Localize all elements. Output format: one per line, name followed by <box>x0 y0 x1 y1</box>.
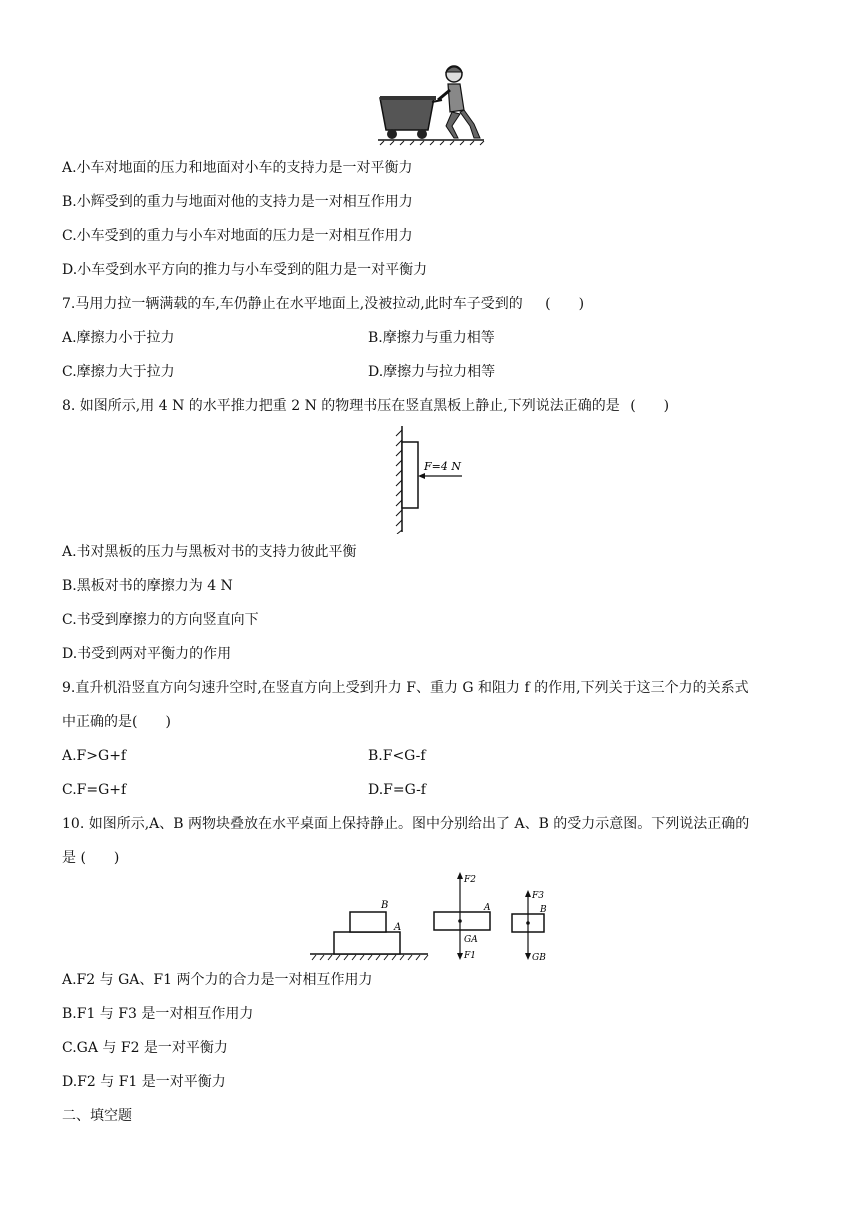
q6-option-d: D.小车受到水平方向的推力与小车受到的阻力是一对平衡力 <box>62 262 428 278</box>
q7-option-a: A.摩擦力小于拉力 <box>62 330 175 346</box>
q9-stem-line2: 中正确的是( ) <box>62 714 171 730</box>
q10-option-d: D.F2 与 F1 是一对平衡力 <box>62 1074 226 1090</box>
q8-option-a: A.书对黑板的压力与黑板对书的支持力彼此平衡 <box>62 544 357 560</box>
q10-option-c: C.GA 与 F2 是一对平衡力 <box>62 1040 228 1056</box>
book-board-figure <box>392 424 472 534</box>
cart-worker-figure <box>376 62 488 146</box>
q8-stem-text: 8. 如图所示,用 4 N 的水平推力把重 2 N 的物理书压在竖直黑板上静止,下列说法正确的是 <box>62 398 620 414</box>
label-a: A <box>394 922 402 933</box>
q8-blank: ( ) <box>630 398 670 414</box>
q10-option-b: B.F1 与 F3 是一对相互作用力 <box>62 1006 254 1022</box>
q7-option-b: B.摩擦力与重力相等 <box>368 330 495 346</box>
q8-option-c: C.书受到摩擦力的方向竖直向下 <box>62 612 259 628</box>
force-label: F=4 N <box>424 460 461 473</box>
label-ga: GA <box>464 935 478 945</box>
label-b-force: B <box>540 905 547 915</box>
q9-option-c: C.F=G+f <box>62 782 127 798</box>
q6-option-a: A.小车对地面的压力和地面对小车的支持力是一对平衡力 <box>62 160 413 176</box>
label-b: B <box>381 900 389 911</box>
q7-stem-text: 7.马用力拉一辆满载的车,车仍静止在水平地面上,没被拉动,此时车子受到的 <box>62 296 523 312</box>
q9-stem-line1: 9.直升机沿竖直方向匀速升空时,在竖直方向上受到升力 F、重力 G 和阻力 f 的作用,下列关于这三个力的关系式 <box>62 680 749 696</box>
q9-option-a: A.F>G+f <box>62 748 127 764</box>
label-f3: F3 <box>532 891 544 901</box>
q7-blank: ( ) <box>545 296 585 312</box>
q10-stem-line1: 10. 如图所示,A、B 两物块叠放在水平桌面上保持静止。图中分别给出了 A、B 的受力示意图。下列说法正确的 <box>62 816 750 832</box>
q8-option-d: D.书受到两对平衡力的作用 <box>62 646 232 662</box>
label-gb: GB <box>532 953 546 963</box>
q10-stem-line2: 是 ( ) <box>62 850 120 866</box>
label-a-force: A <box>484 903 491 913</box>
label-f2: F2 <box>464 875 476 885</box>
q8-option-b: B.黑板对书的摩擦力为 4 N <box>62 578 233 594</box>
q8-stem <box>62 396 669 416</box>
q7-stem <box>62 294 584 314</box>
q10-option-a: A.F2 与 GA、F1 两个力的合力是一对相互作用力 <box>62 972 373 988</box>
q7-option-c: C.摩擦力大于拉力 <box>62 364 175 380</box>
section-heading: 二、填空题 <box>62 1108 132 1124</box>
blocks-force-figure <box>308 868 558 964</box>
q7-option-d: D.摩擦力与拉力相等 <box>368 364 496 380</box>
q9-option-d: D.F=G-f <box>368 782 426 798</box>
q6-option-c: C.小车受到的重力与小车对地面的压力是一对相互作用力 <box>62 228 413 244</box>
q9-option-b: B.F<G-f <box>368 748 426 764</box>
q6-option-b: B.小辉受到的重力与地面对他的支持力是一对相互作用力 <box>62 194 413 210</box>
label-f1: F1 <box>464 951 476 961</box>
